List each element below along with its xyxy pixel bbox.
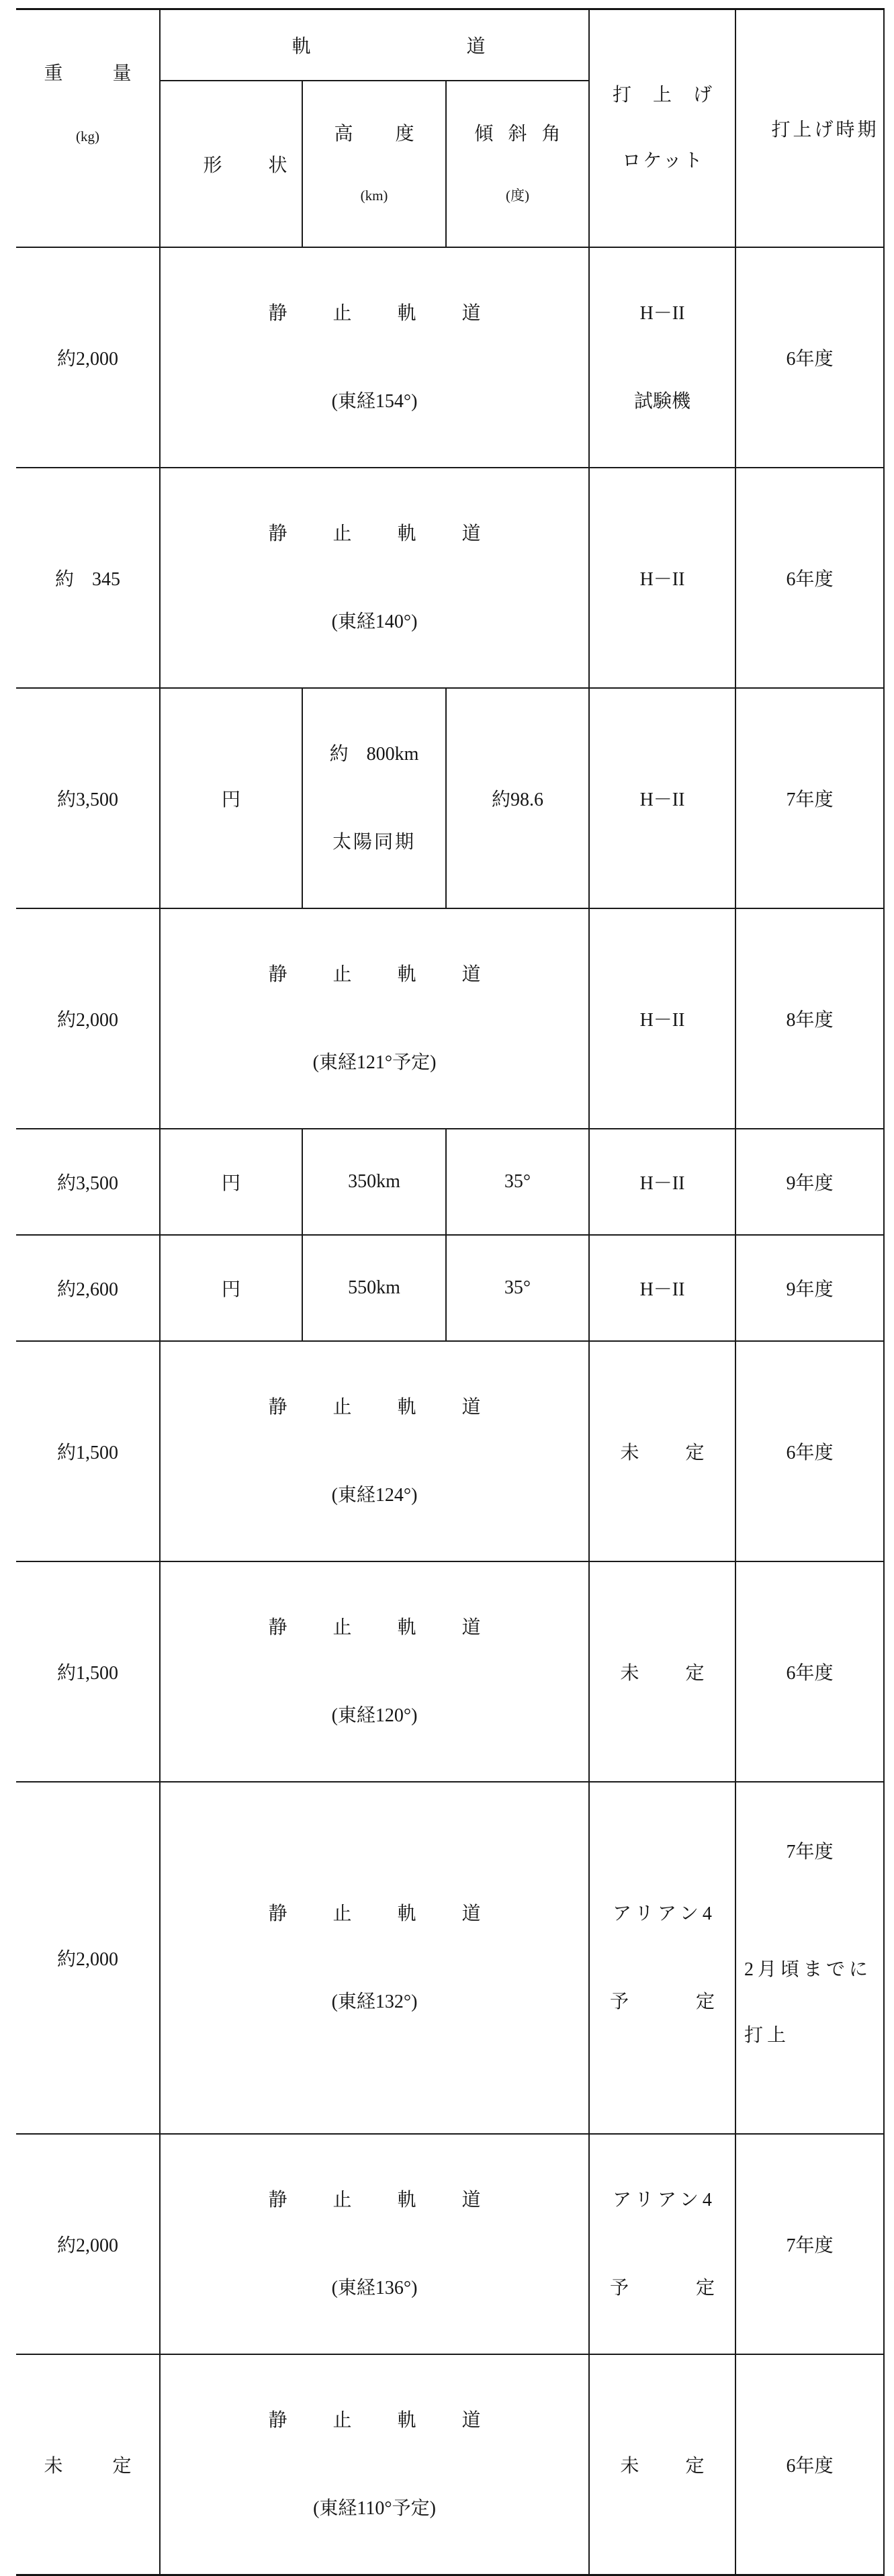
shape-cell bbox=[160, 688, 302, 908]
rocket-cell bbox=[589, 2354, 751, 2575]
inclination-cell bbox=[446, 1129, 589, 1235]
orbit-line bbox=[161, 2178, 588, 2223]
launch-value: 6年度 bbox=[786, 2456, 834, 2477]
table-row bbox=[16, 468, 884, 688]
inclination-value: 35° bbox=[504, 1171, 531, 1192]
weight-value: 約1,500 bbox=[56, 1443, 118, 1463]
orbit-longitude: (東経121°予定) bbox=[312, 1052, 437, 1073]
rocket-name: H－II bbox=[639, 1279, 685, 1300]
header-inclination bbox=[446, 81, 589, 247]
altitude-value: 350km bbox=[348, 1171, 400, 1192]
rocket-cell bbox=[589, 1129, 735, 1235]
shape-value: 円 bbox=[221, 1279, 240, 1300]
launch-cell bbox=[735, 1235, 884, 1341]
rocket-name: アリアン4 bbox=[613, 2190, 716, 2210]
orbit-longitude: (東経124°) bbox=[331, 1485, 418, 1506]
header-weight-label: 重量 bbox=[44, 63, 181, 84]
shape-cell bbox=[160, 1235, 302, 1341]
header-orbit bbox=[160, 9, 641, 81]
orbit-cell bbox=[160, 1341, 589, 1561]
orbit-type: 静止軌道 bbox=[268, 1617, 527, 1638]
inclination-cell bbox=[446, 688, 589, 908]
weight-value: 約2,600 bbox=[56, 1279, 118, 1300]
launch-cell bbox=[735, 688, 884, 908]
header-orbit-label: 軌道 bbox=[292, 36, 641, 57]
launch-cell bbox=[735, 1341, 884, 1561]
orbit-type: 静止軌道 bbox=[268, 964, 527, 985]
rocket-line bbox=[590, 2178, 735, 2223]
launch-cell bbox=[735, 908, 884, 1129]
table-row bbox=[16, 1129, 884, 1235]
orbit-line bbox=[161, 291, 588, 336]
launch-value: 7年度 bbox=[786, 789, 834, 810]
header-altitude-line bbox=[303, 124, 457, 144]
header-rocket-line2: ロケット bbox=[622, 151, 705, 171]
table-row bbox=[16, 2354, 884, 2575]
weight-cell bbox=[16, 908, 160, 1129]
table-row bbox=[16, 1782, 884, 2134]
rocket-cell bbox=[589, 908, 735, 1129]
weight-cell bbox=[16, 1782, 160, 2134]
orbit-line bbox=[161, 2398, 588, 2443]
header-weight-line bbox=[16, 62, 181, 85]
header-shape bbox=[160, 81, 334, 247]
weight-value: 約3,500 bbox=[56, 789, 118, 810]
header-inclination-label: 傾斜角 bbox=[474, 124, 576, 144]
orbit-line bbox=[161, 1891, 588, 1936]
altitude-value: 約 800km bbox=[329, 744, 419, 765]
header-altitude-label: 高度 bbox=[334, 124, 457, 144]
satellite-launch-table bbox=[16, 8, 885, 2576]
weight-value: 約2,000 bbox=[56, 1949, 118, 1970]
weight-value: 約2,000 bbox=[56, 2235, 118, 2256]
header-weight bbox=[16, 9, 181, 248]
inclination-value: 35° bbox=[504, 1277, 531, 1298]
header-rocket-line1: 打上げ bbox=[612, 85, 733, 105]
weight-value: 約1,500 bbox=[56, 1663, 118, 1684]
weight-cell bbox=[16, 468, 160, 688]
orbit-cell bbox=[160, 2354, 589, 2575]
orbit-longitude: (東経136°) bbox=[331, 2278, 418, 2299]
table-row bbox=[16, 908, 884, 1129]
rocket-name: 未定 bbox=[620, 1663, 751, 1684]
rocket-name: H－II bbox=[639, 1173, 685, 1194]
rocket-name: アリアン4 bbox=[613, 1903, 716, 1924]
launch-value: 7年度 bbox=[786, 1842, 834, 1862]
weight-cell bbox=[16, 1129, 160, 1235]
orbit-longitude: (東経140°) bbox=[331, 611, 418, 632]
weight-cell bbox=[16, 688, 160, 908]
header-weight-unit: (kg) bbox=[76, 128, 99, 144]
orbit-longitude: (東経110°予定) bbox=[313, 2498, 436, 2519]
orbit-type: 静止軌道 bbox=[268, 2190, 527, 2210]
altitude-cell bbox=[302, 688, 446, 908]
rocket-name: H－II bbox=[639, 789, 685, 810]
orbit-cell bbox=[160, 2134, 589, 2354]
orbit-longitude: (東経154°) bbox=[331, 391, 418, 412]
launch-cell bbox=[735, 468, 884, 688]
rocket-cell bbox=[589, 1235, 735, 1341]
orbit-longitude: (東経120°) bbox=[331, 1705, 418, 1726]
weight-value: 約2,000 bbox=[56, 1010, 118, 1031]
rocket-name: 未定 bbox=[620, 1443, 751, 1463]
rocket-note: 予定 bbox=[610, 1991, 783, 2012]
rocket-cell bbox=[589, 1341, 751, 1561]
header-launch-label: 打上げ時期 bbox=[771, 120, 879, 140]
rocket-name: 未定 bbox=[620, 2456, 751, 2477]
launch-cell bbox=[735, 1129, 884, 1235]
launch-value: 6年度 bbox=[786, 1663, 834, 1684]
orbit-type: 静止軌道 bbox=[268, 2410, 527, 2431]
launch-cell bbox=[735, 1561, 884, 1782]
launch-value: 6年度 bbox=[786, 349, 834, 370]
weight-cell bbox=[16, 1235, 160, 1341]
weight-value: 約 345 bbox=[54, 569, 120, 590]
weight-value: 約2,000 bbox=[56, 349, 118, 370]
weight-value: 未定 bbox=[44, 2456, 181, 2477]
table-row bbox=[16, 2134, 884, 2354]
rocket-line bbox=[590, 1891, 735, 1936]
launch-cell bbox=[735, 1782, 884, 2134]
launch-note-line1: 2月頃までに bbox=[744, 1959, 873, 1980]
launch-cell bbox=[735, 2354, 884, 2575]
orbit-type: 静止軌道 bbox=[268, 1903, 527, 1924]
launch-cell bbox=[735, 2134, 884, 2354]
weight-value: 約3,500 bbox=[56, 1173, 118, 1194]
table-row bbox=[16, 1561, 884, 1782]
table-row bbox=[16, 1341, 884, 1561]
launch-value: 8年度 bbox=[786, 1010, 834, 1031]
inclination-cell bbox=[446, 1235, 589, 1341]
shape-value: 円 bbox=[221, 789, 240, 810]
satellite-table-page bbox=[16, 8, 885, 2576]
table-row bbox=[16, 688, 884, 908]
rocket-note: 予定 bbox=[610, 2278, 783, 2299]
launch-value: 7年度 bbox=[786, 2235, 834, 2256]
rocket-cell bbox=[589, 468, 735, 688]
table-row bbox=[16, 247, 884, 468]
header-inclination-unit: (度) bbox=[506, 187, 529, 204]
rocket-name: H－II bbox=[639, 1010, 685, 1031]
altitude-cell bbox=[302, 1235, 446, 1341]
launch-value: 9年度 bbox=[786, 1173, 834, 1194]
orbit-cell bbox=[160, 1561, 589, 1782]
header-launch bbox=[735, 9, 884, 248]
orbit-longitude: (東経132°) bbox=[331, 1991, 418, 2012]
orbit-cell bbox=[160, 908, 589, 1129]
header-rocket-line bbox=[590, 84, 735, 107]
orbit-cell bbox=[160, 1782, 589, 2134]
weight-cell bbox=[16, 1341, 160, 1561]
weight-cell bbox=[16, 1561, 160, 1782]
launch-value: 6年度 bbox=[786, 569, 834, 590]
rocket-name: H－II bbox=[639, 569, 685, 590]
orbit-cell bbox=[160, 247, 589, 468]
header-altitude-unit: (km) bbox=[360, 187, 388, 204]
weight-cell bbox=[16, 2354, 181, 2575]
orbit-cell bbox=[160, 468, 589, 688]
weight-cell bbox=[16, 2134, 160, 2354]
orbit-type: 静止軌道 bbox=[268, 1397, 527, 1418]
altitude-note: 太陽同期 bbox=[332, 832, 416, 853]
launch-value: 6年度 bbox=[786, 1443, 834, 1463]
altitude-cell bbox=[302, 1129, 446, 1235]
spacer bbox=[16, 187, 159, 194]
orbit-line bbox=[161, 1385, 588, 1430]
rocket-cell bbox=[589, 2134, 783, 2354]
table-row bbox=[16, 1235, 884, 1341]
orbit-type: 静止軌道 bbox=[268, 523, 527, 544]
orbit-line bbox=[161, 511, 588, 556]
launch-value: 9年度 bbox=[786, 1279, 834, 1300]
rocket-note: 試験機 bbox=[633, 391, 690, 412]
rocket-cell bbox=[589, 688, 735, 908]
launch-note-line2: 打上 bbox=[744, 2025, 791, 2046]
rocket-name: H－II bbox=[639, 303, 685, 324]
orbit-type: 静止軌道 bbox=[268, 303, 527, 324]
rocket-line bbox=[590, 2266, 783, 2311]
orbit-line bbox=[161, 1605, 588, 1650]
rocket-cell bbox=[589, 247, 735, 468]
weight-cell bbox=[16, 247, 160, 468]
orbit-line bbox=[161, 952, 588, 997]
rocket-line bbox=[590, 1979, 783, 2024]
header-row bbox=[16, 9, 884, 81]
shape-cell bbox=[160, 1129, 302, 1235]
header-inclination-line bbox=[447, 124, 588, 144]
rocket-cell bbox=[589, 1561, 751, 1782]
inclination-value: 約98.6 bbox=[491, 789, 543, 810]
header-shape-label: 形状 bbox=[203, 155, 334, 176]
altitude-value: 550km bbox=[348, 1277, 400, 1298]
launch-cell bbox=[735, 247, 884, 468]
shape-value: 円 bbox=[221, 1173, 240, 1194]
header-rocket-line bbox=[590, 150, 735, 173]
